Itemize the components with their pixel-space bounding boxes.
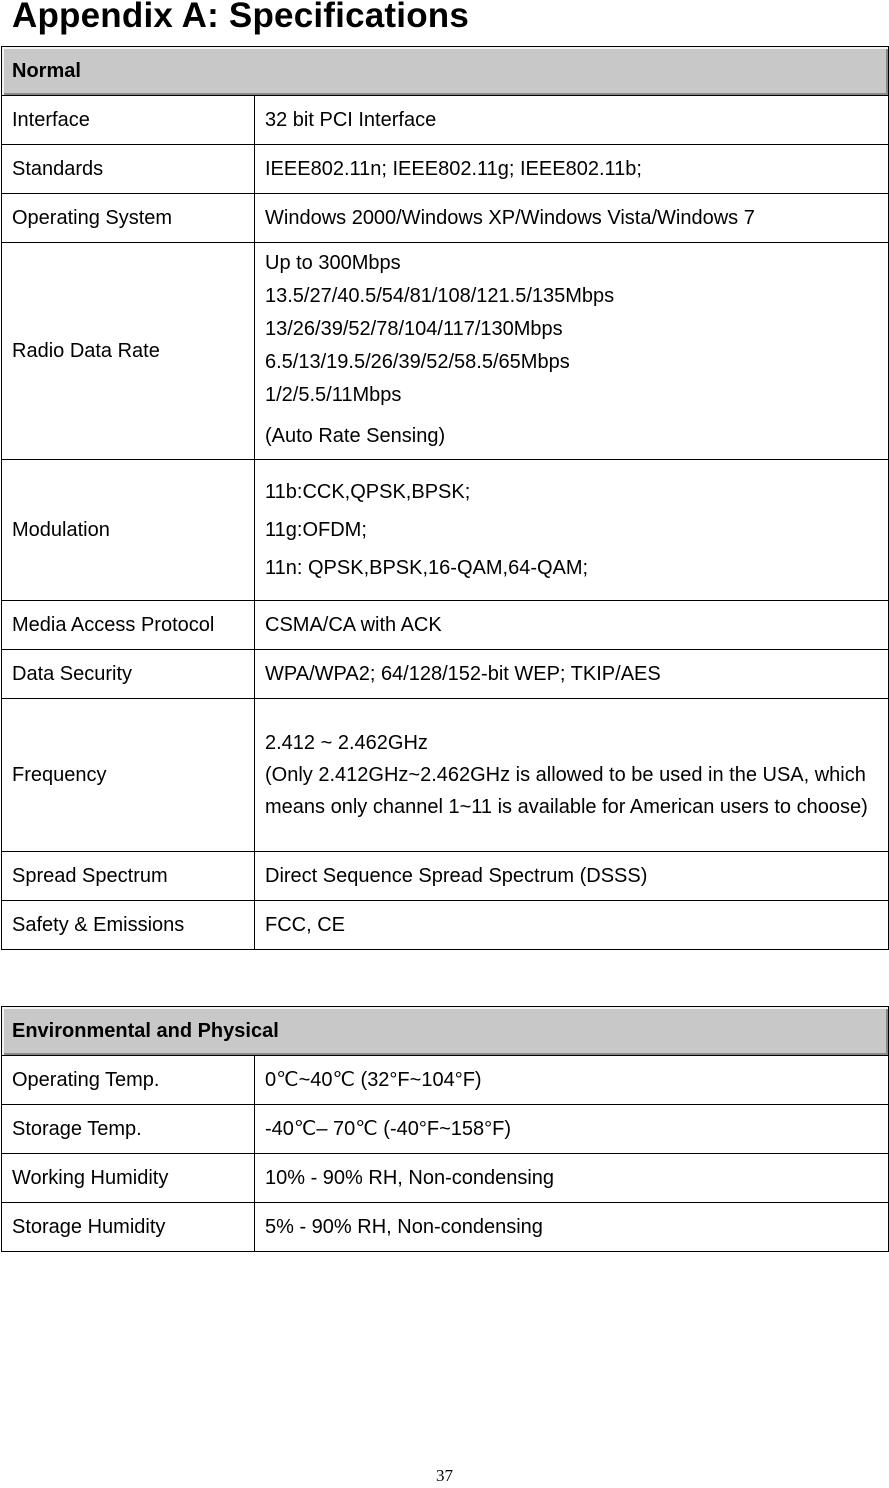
rate-line: (Auto Rate Sensing) [265,424,446,447]
spec-label-safety-emissions: Safety & Emissions [2,901,255,950]
spec-label-media-access-protocol: Media Access Protocol [2,601,255,650]
table-header-row [2,47,889,96]
table-row [2,1203,889,1252]
table-row [2,852,889,901]
table-row [2,96,889,145]
spec-label-modulation: Modulation [2,460,255,601]
spec-value-data-security: WPA/WPA2; 64/128/152-bit WEP; TKIP/AES [255,650,889,699]
spec-value-operating-system: Windows 2000/Windows XP/Windows Vista/Windows 7 [255,194,889,243]
rate-line: 6.5/13/19.5/26/39/52/58.5/65Mbps [265,350,570,373]
spec-value-storage-humidity: 5% - 90% RH, Non-condensing [255,1203,889,1252]
rate-line: 13/26/39/52/78/104/117/130Mbps [265,317,563,340]
spec-label-storage-humidity: Storage Humidity [2,1203,255,1252]
rate-line: Up to 300Mbps [265,251,401,274]
spec-value-standards: IEEE802.11n; IEEE802.11g; IEEE802.11b; [255,145,889,194]
page-number: 37 [436,1466,453,1485]
spec-label-operating-system: Operating System [2,194,255,243]
spec-label-working-humidity: Working Humidity [2,1154,255,1203]
spec-label-radio-data-rate: Radio Data Rate [2,243,255,460]
section-header-normal: Normal [2,47,889,96]
table-row [2,901,889,950]
spec-label-interface: Interface [2,96,255,145]
table-row [2,601,889,650]
modulation-line: 11n: QPSK,BPSK,16-QAM,64-QAM; [265,557,589,579]
table-row [2,1154,889,1203]
spec-label-storage-temp: Storage Temp. [2,1105,255,1154]
modulation-line: 11g:OFDM; [265,519,367,541]
spec-label-frequency: Frequency [2,699,255,852]
spec-value-interface: 32 bit PCI Interface [255,96,889,145]
spec-label-standards: Standards [2,145,255,194]
rate-line: 13.5/27/40.5/54/81/108/121.5/135Mbps [265,284,615,307]
page-title: Appendix A: Specifications [12,0,470,35]
spec-value-safety-emissions: FCC, CE [255,901,889,950]
spec-value-media-access-protocol: CSMA/CA with ACK [255,601,889,650]
table-header-row [2,1007,889,1056]
spec-value-frequency [255,699,889,852]
spec-label-operating-temp: Operating Temp. [2,1056,255,1105]
table-row [2,1105,889,1154]
frequency-line: 2.412 ~ 2.462GHz [265,732,428,754]
spec-label-spread-spectrum: Spread Spectrum [2,852,255,901]
spec-value-radio-data-rate [255,243,889,460]
spec-label-data-security: Data Security [2,650,255,699]
rate-line: 1/2/5.5/11Mbps [265,383,402,406]
table-row [2,194,889,243]
table-row [2,145,889,194]
table-row [2,243,889,460]
spec-value-spread-spectrum: Direct Sequence Spread Spectrum (DSSS) [255,852,889,901]
table-row [2,650,889,699]
spec-value-storage-temp: -40℃– 70℃ (-40°F~158°F) [255,1105,889,1154]
environmental-specs-table [1,1006,889,1252]
section-header-environmental: Environmental and Physical [2,1007,889,1056]
spec-value-operating-temp: 0℃~40℃ (32°F~104°F) [255,1056,889,1105]
table-row [2,460,889,601]
spec-value-working-humidity: 10% - 90% RH, Non-condensing [255,1154,889,1203]
normal-specs-table [1,46,889,950]
modulation-line: 11b:CCK,QPSK,BPSK; [265,481,471,503]
table-row [2,1056,889,1105]
spec-value-modulation [255,460,889,601]
table-row [2,699,889,852]
frequency-note: (Only 2.412GHz~2.462GHz is allowed to be used in the USA, which means only channel 1~11 is available for American users to choose) [265,764,868,818]
